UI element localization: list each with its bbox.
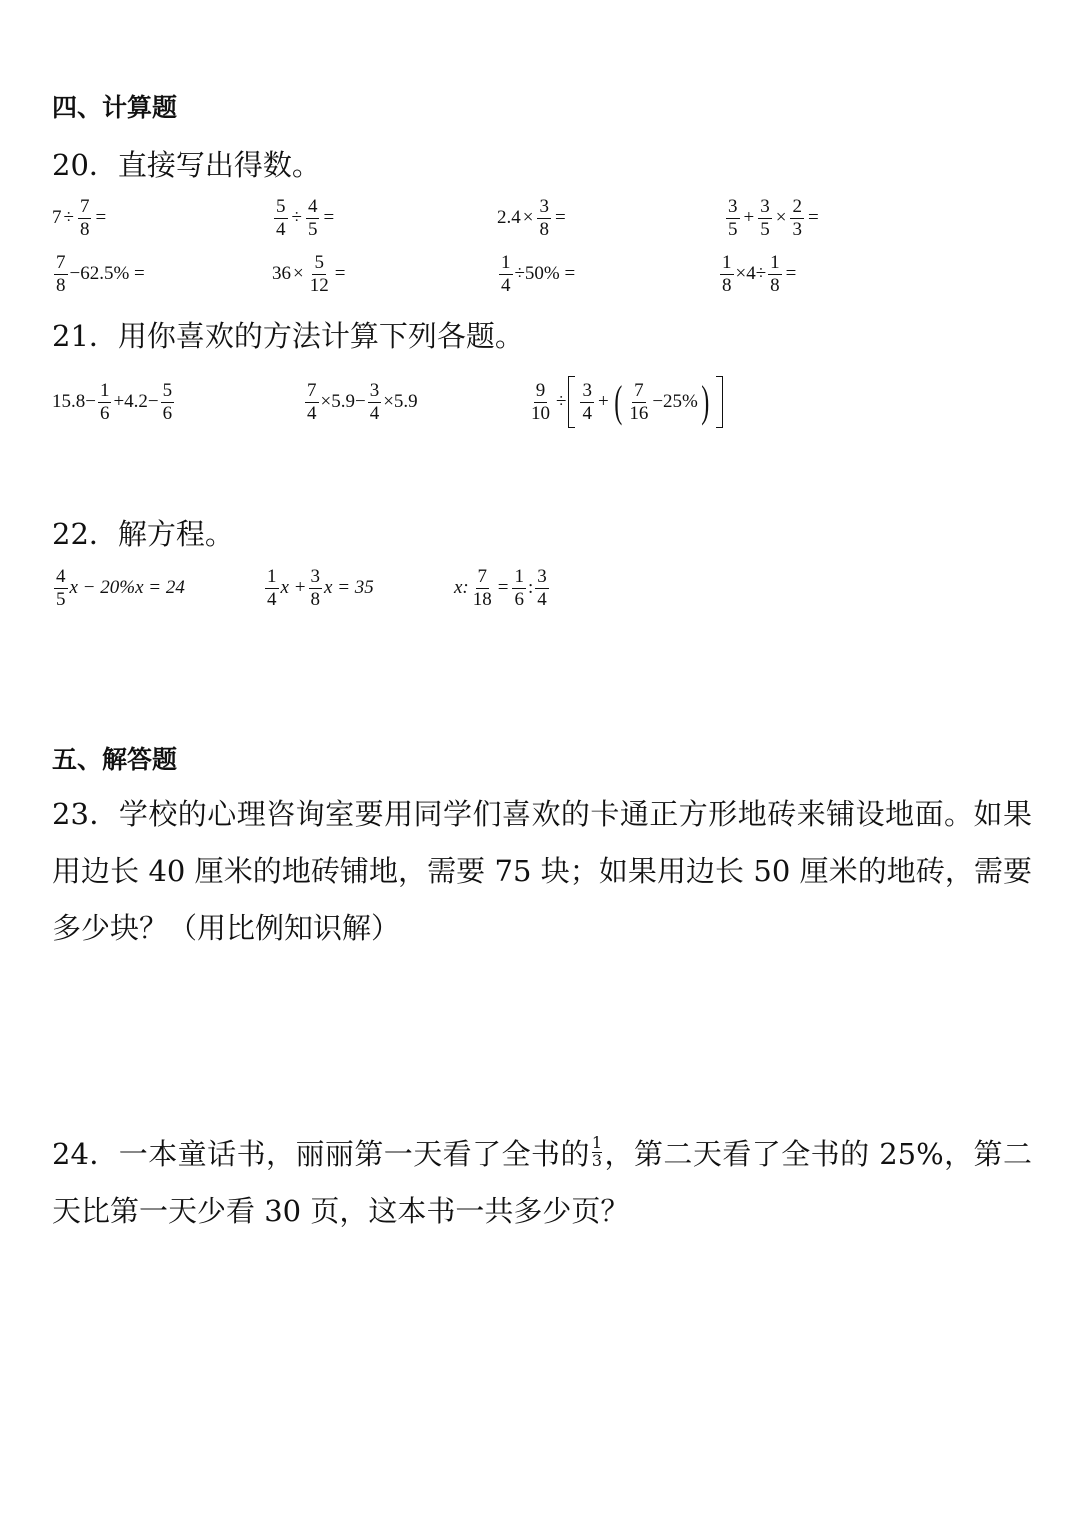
fraction: $\frac{1}{3}$ <box>591 1132 603 1170</box>
q20-expression-8: $\frac{1}{8}$ ×4÷ $\frac{1}{8}$ = <box>722 252 797 296</box>
section-title-calculation: 四、计算题 <box>52 93 178 122</box>
q22-equation-1: $\frac{4}{5}$ x − 20%x = 24 <box>56 566 185 610</box>
question-23-text: 23．学校的心理咨询室要用同学们喜欢的卡通正方形地砖来铺设地面。如果用边长 40 厘米的地砖铺地，需要 75 块；如果用边长 50 厘米的地砖，需要多少块？（用比例知识解） <box>52 797 1032 945</box>
fraction: $\frac{5}{12}$ <box>309 252 329 296</box>
fraction: $\frac{1}{6}$ <box>514 566 524 610</box>
section-title-word-problems: 五、解答题 <box>52 745 178 774</box>
left-square-bracket <box>568 376 575 428</box>
q20-expression-5: $\frac{7}{8}$ −62.5% = <box>56 252 145 296</box>
fraction: $\frac{4}{5}$ <box>307 196 318 240</box>
q20-expression-4: $\frac{3}{5}$ + $\frac{3}{5}$ × $\frac{2}{3}$ = <box>728 196 819 240</box>
fraction: $\frac{5}{6}$ <box>162 380 173 424</box>
q22-equation-2: $\frac{1}{4}$ x + $\frac{3}{8}$ x = 35 <box>267 566 374 610</box>
question-20-title: 20．直接写出得数。 <box>52 148 321 182</box>
right-square-bracket <box>716 376 723 428</box>
q20-expression-3: 2.4 × $\frac{3}{8}$ = <box>497 196 566 240</box>
right-paren: ) <box>701 377 710 426</box>
fraction: $\frac{7}{4}$ <box>307 380 317 424</box>
left-paren: ( <box>613 377 623 426</box>
q20-expression-2: $\frac{5}{4}$ ÷ $\frac{4}{5}$ = <box>276 196 335 240</box>
fraction: $\frac{3}{8}$ <box>539 196 549 240</box>
fraction: $\frac{3}{5}$ <box>728 196 738 240</box>
fraction: $\frac{3}{4}$ <box>369 380 380 424</box>
fraction: $\frac{7}{8}$ <box>79 196 90 240</box>
q20-expression-7: $\frac{1}{4}$ ÷50% = <box>501 252 576 296</box>
q21-expression-1: 15.8− $\frac{1}{6}$ +4.2− $\frac{5}{6}$ <box>52 380 173 424</box>
question-24-text: 24．一本童话书，丽丽第一天看了全书的 $\frac{1}{3}$ ，第二天看了全书的 25%，第二天比第一天少看 30 页，这本书一共多少页？ <box>52 1132 1032 1228</box>
fraction: $\frac{4}{5}$ <box>56 566 66 610</box>
question-22-title: 22．解方程。 <box>52 517 234 551</box>
fraction: $\frac{1}{4}$ <box>501 252 511 296</box>
q21-expression-2: $\frac{7}{4}$ ×5.9− $\frac{3}{4}$ ×5.9 <box>307 380 418 424</box>
fraction: $\frac{1}{4}$ <box>267 566 277 610</box>
fraction: $\frac{3}{8}$ <box>310 566 321 610</box>
fraction: $\frac{1}{8}$ <box>770 252 780 296</box>
fraction: $\frac{7}{16}$ <box>629 379 649 424</box>
fraction: $\frac{3}{4}$ <box>537 566 547 610</box>
fraction: $\frac{9}{10}$ <box>531 379 550 424</box>
fraction: $\frac{7}{18}$ <box>472 566 492 610</box>
q20-expression-1: 7 ÷ $\frac{7}{8}$ = <box>52 196 107 240</box>
fraction: $\frac{3}{4}$ <box>582 379 592 424</box>
fraction: $\frac{1}{8}$ <box>722 252 732 296</box>
q22-equation-3: x: $\frac{7}{18}$ = $\frac{1}{6}$ : $\frac{3}{4}$ <box>454 566 547 610</box>
fraction: $\frac{5}{4}$ <box>276 196 286 240</box>
fraction: $\frac{1}{6}$ <box>99 380 110 424</box>
fraction: $\frac{2}{3}$ <box>792 196 802 240</box>
q20-expression-6: 36 × $\frac{5}{12}$ = <box>272 252 346 296</box>
q21-expression-3: $\frac{9}{10}$ ÷ $\frac{3}{4}$ + ( $\frac{7}{16}$ −25% ) <box>527 376 723 428</box>
question-21-title: 21．用你喜欢的方法计算下列各题。 <box>52 319 524 353</box>
fraction: $\frac{7}{8}$ <box>56 252 66 296</box>
fraction: $\frac{3}{5}$ <box>760 196 770 240</box>
